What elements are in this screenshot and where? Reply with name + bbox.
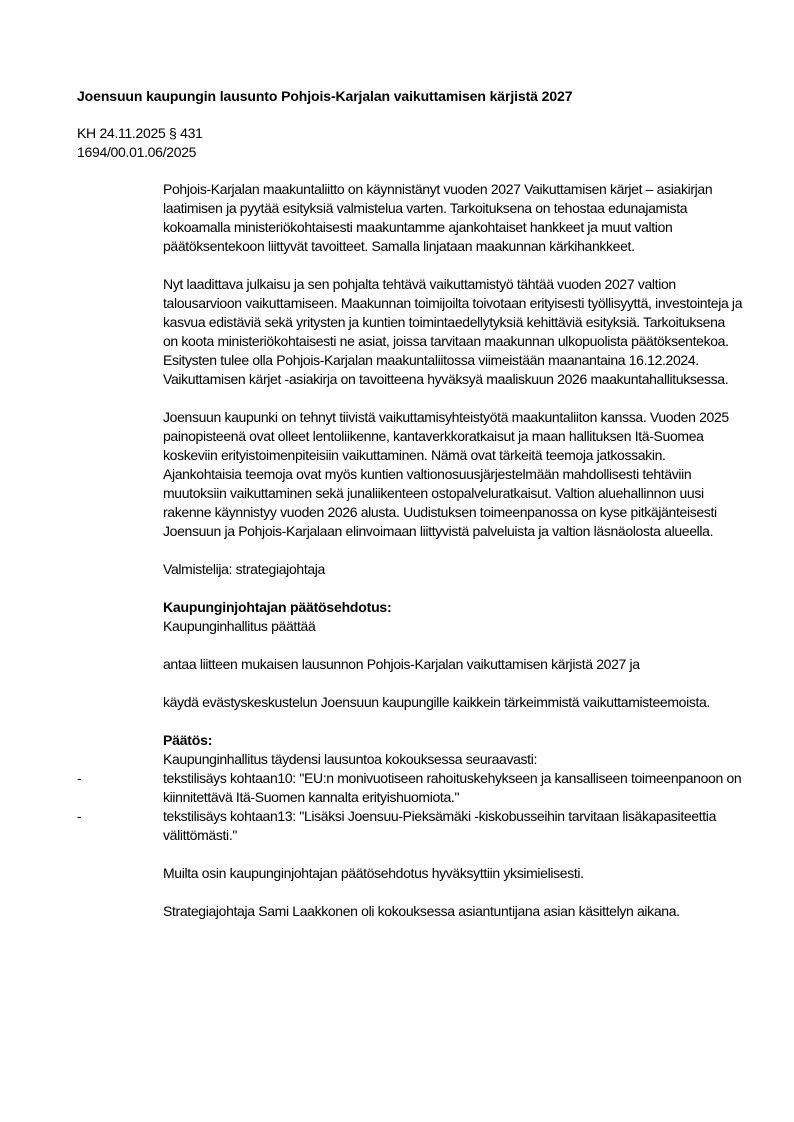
amendment-text: tekstilisäys kohtaan13: "Lisäksi Joensuu-Pieksämäki -kiskobusseihin tarvitaan lisäkapasiteettia välittömästi." <box>163 808 717 843</box>
document-body <box>77 180 743 940</box>
proposal-item: antaa liitteen mukaisen lausunnon Pohjois-Karjalan vaikuttamisen kärjistä 2027 ja <box>163 656 640 672</box>
preparer-line: Valmistelija: strategiajohtaja <box>163 561 325 577</box>
amendment-item <box>77 769 743 807</box>
expert-note: Strategiajohtaja Sami Laakkonen oli kokouksessa asiantuntijana asian käsittelyn aikana. <box>163 903 680 919</box>
bullet-dash: - <box>77 808 82 824</box>
amendment-text: tekstilisäys kohtaan10: "EU:n monivuotiseen rahoituskehykseen ja kansalliseen toimeenpanoon on kiinnitettävä Itä-Suomen kannalta erityishuomiota." <box>163 770 742 805</box>
paragraph-purpose: Nyt laadittava julkaisu ja sen pohjalta tehtävä vaikuttamistyö tähtää vuoden 2027 valtion talousarvioon vaikuttamiseen. Maakunnan toimijoilta toivotaan erityisesti työllisyyttä, investointeja ja kasvua edistäviä sekä yritysten ja kuntien toimintaedellytyksiä kehittäviä esityksiä. Tarkoituksena on koota ministeriökohtaisesti ne asiat, joissa tarvitaan maakunnan ulkopuolista päätöksentekoa. Esitysten tulee olla Pohjois-Karjalan maakuntaliitossa viimeistään maanantaina 16.12.2024. Vaikuttamisen kärjet -asiakirja on tavoitteena hyväksyä maaliskuun 2026 maakuntahallituksessa. <box>163 276 743 387</box>
decision-section <box>77 731 743 921</box>
meeting-reference: KH 24.11.2025 § 431 <box>77 125 203 141</box>
proposal-item: käydä evästyskeskustelun Joensuun kaupungille kaikkein tärkeimmistä vaikuttamisteemoista. <box>163 694 711 710</box>
proposal-section <box>163 598 743 712</box>
record-number: 1694/00.01.06/2025 <box>77 144 197 160</box>
amendment-list <box>77 769 743 845</box>
decision-outcome: Muilta osin kaupunginjohtajan päätösehdotus hyväksyttiin yksimielisesti. <box>163 865 584 881</box>
bullet-dash: - <box>77 770 82 786</box>
decision-intro: Kaupunginhallitus täydensi lausuntoa kokouksessa seuraavasti: <box>163 751 538 767</box>
document-title: Joensuun kaupungin lausunto Pohjois-Karjalan vaikuttamisen kärjistä 2027 <box>77 88 573 104</box>
decision-heading: Päätös: <box>163 732 213 748</box>
paragraph-cooperation: Joensuun kaupunki on tehnyt tiivistä vaikuttamisyhteistyötä maakuntaliiton kanssa. Vuoden 2025 painopisteenä ovat olleet lentoliikenne, kantaverkkoratkaisut ja maan hallituksen Itä-Suomea koskeviin erityistoimenpiteisiin vaikuttaminen. Nämä ovat tärkeitä teemoja jatkossakin. Ajankohtaisia teemoja ovat myös kuntien valtionosuusjärjestelmään mahdollisesti tehtäviin muutoksiin vaikuttaminen sekä junaliikenteen ostopalveluratkaisut. Valtion aluehallinnon uusi rakenne käynnistyy vuoden 2026 alusta. Uudistuksen toimeenpanossa on kyse pitkäjänteisesti Joensuun ja Pohjois-Karjalaan elinvoimaan liittyvistä palveluista ja valtion läsnäolosta alueella. <box>163 409 729 539</box>
document-meta <box>77 124 203 162</box>
amendment-item <box>77 807 743 845</box>
proposal-heading: Kaupunginjohtajan päätösehdotus: <box>163 599 392 615</box>
proposal-intro: Kaupunginhallitus päättää <box>163 618 316 634</box>
paragraph-background: Pohjois-Karjalan maakuntaliitto on käynnistänyt vuoden 2027 Vaikuttamisen kärjet – asiakirjan laatimisen ja pyytää esityksiä valmistelua varten. Tarkoituksena on tehostaa edunajamista kokoamalla ministeriökohtaisesti maakuntamme ajankohtaiset hankkeet ja muut valtion päätöksentekoon liittyvät tavoitteet. Samalla linjataan maakunnan kärkihankkeet. <box>163 181 713 254</box>
